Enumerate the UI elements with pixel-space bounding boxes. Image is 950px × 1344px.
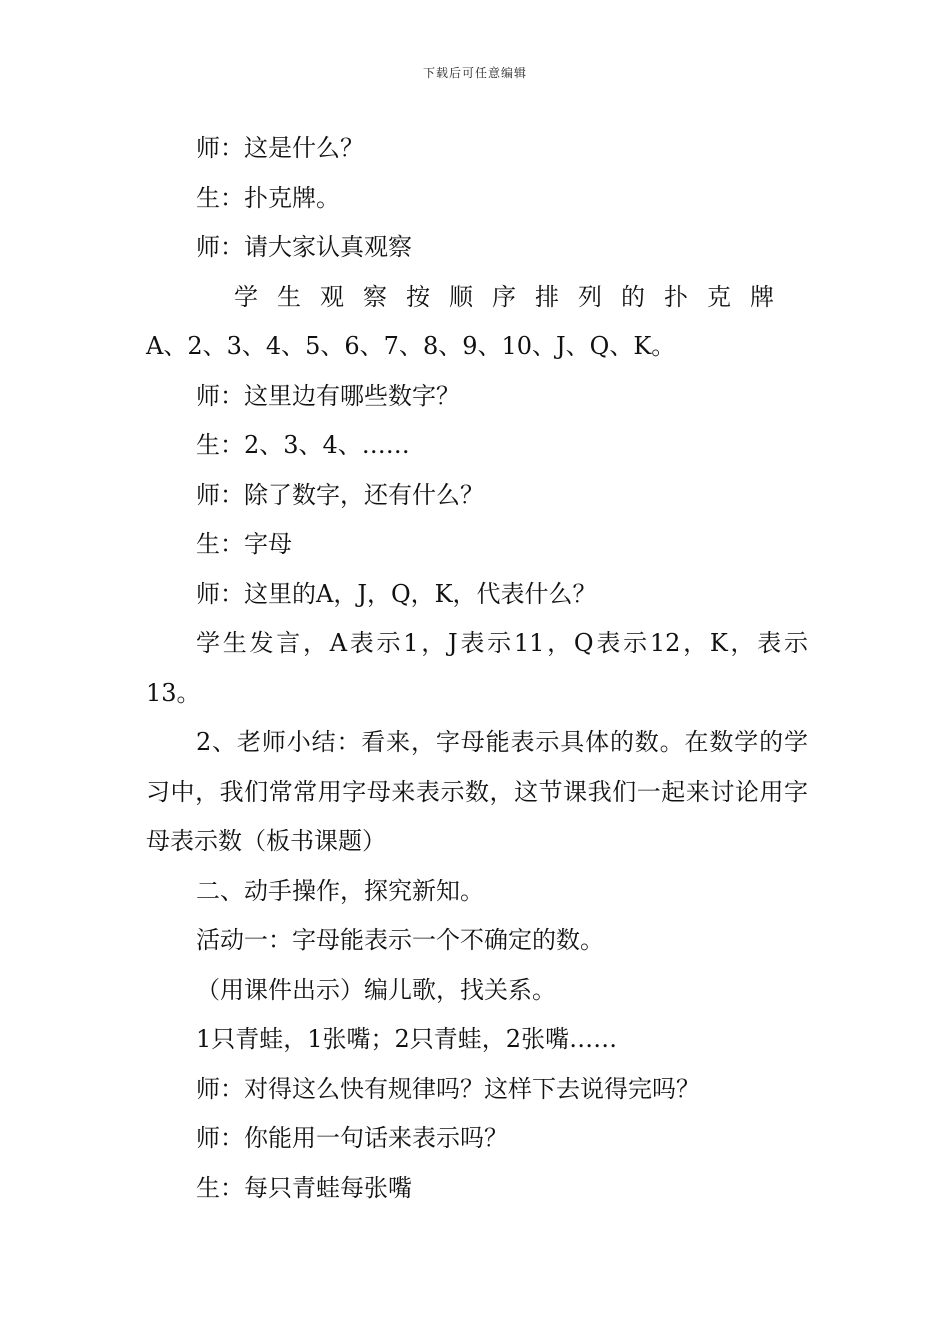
card-sequence-line: A、2、3、4、5、6、7、8、9、10、J、Q、K。 [146,332,676,360]
page-header: 下载后可任意编辑 [422,66,527,80]
dialogue-line: 生：扑克牌。 [196,183,340,212]
dialogue-line: 师：对得这么快有规律吗？这样下去说得完吗？ [196,1074,700,1103]
section-heading: 二、动手操作，探究新知。 [196,876,484,905]
dialogue-line: 师：你能用一句话来表示吗？ [196,1124,508,1152]
dialogue-line: 师：这里的A，J，Q，K，代表什么？ [196,579,597,608]
dialogue-line: 生：每只青蛙每张嘴 [196,1173,412,1202]
teacher-summary-paragraph: 2、老师小结：看来，字母能表示具体的数。在数学的学习中，我们常常用字母来表示数，这节课我们一起来讨论用字母表示数（板书课题） [146,728,808,855]
document-body [146,124,808,1213]
student-answer-line: 学生发言，A表示1，J表示11，Q表示12，K，表示 [196,629,808,657]
dialogue-line: 师：这是什么？ [196,134,364,162]
dialogue-line: 师：除了数字，还有什么？ [196,480,484,509]
dialogue-line: 生：字母 [196,530,292,558]
observation-line: 学生观察按顺序排列的扑克牌 [234,282,793,311]
activity-heading: 活动一：字母能表示一个不确定的数。 [196,926,604,954]
dialogue-line: 生：2、3、4、…… [196,431,410,459]
dialogue-line: 师：请大家认真观察 [196,233,412,261]
dialogue-line: （用课件出示）编儿歌，找关系。 [196,975,556,1004]
student-answer-continuation: 13。 [146,678,201,707]
rhyme-line: 1只青蛙，1张嘴；2只青蛙，2张嘴…… [196,1025,618,1053]
dialogue-line: 师：这里边有哪些数字？ [196,381,460,410]
